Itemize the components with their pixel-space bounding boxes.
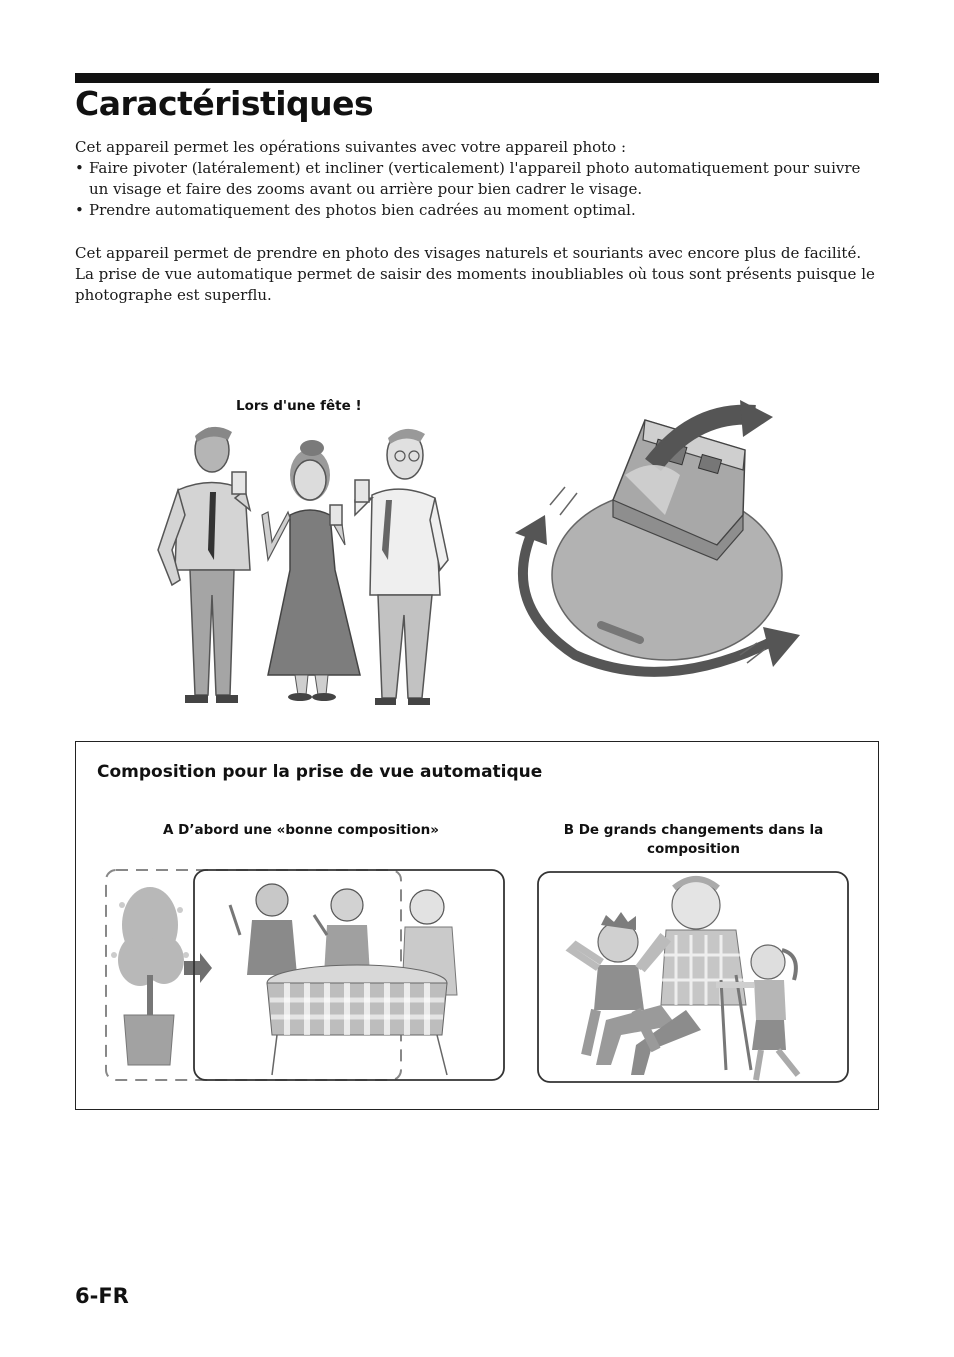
composition-title: Composition pour la prise de vue automatique [97, 762, 543, 782]
header-rule [75, 73, 879, 83]
description-block [75, 243, 879, 306]
page-number: 6-FR [75, 1284, 129, 1308]
intro-block [75, 137, 879, 221]
feature-list [75, 158, 879, 221]
man-right-figure [355, 429, 448, 705]
arrow-right-icon [184, 953, 212, 983]
man-left-figure [158, 427, 250, 703]
description-line-1: Cet appareil permet de prendre en photo des visages naturels et souriants avec encore plus de facilité. [75, 244, 862, 262]
party-people-illustration [150, 420, 450, 710]
potted-tree-icon [111, 887, 189, 1065]
feature-item-auto-shoot: • Prendre automatiquement des photos bien cadrées au moment optimal. [75, 200, 879, 221]
checkered-table [267, 965, 447, 1075]
description-line-2: La prise de vue automatique permet de saisir des moments inoubliables où tous sont présents puisque le photographe est superflu. [75, 265, 875, 304]
composition-box [75, 741, 879, 1110]
caption-big-changes: B De grands changements dans la composition [563, 822, 824, 857]
intro-text: Cet appareil permet les opérations suivantes avec votre appareil photo : [75, 138, 627, 156]
feature-item-pan-tilt: • Faire pivoter (latéralement) et incliner (verticalement) l'appareil photo automatiquement pour suivre un visage et faire des zooms avant ou arrière pour bien cadrer le visage. [75, 158, 879, 200]
woman-middle-figure [262, 440, 360, 701]
big-changes-illustration [536, 870, 851, 1085]
good-composition-illustration [102, 865, 507, 1085]
camera-rotation-illustration [505, 395, 805, 685]
party-label: Lors d'une fête ! [236, 398, 362, 414]
caption-good-composition: A D’abord une «bonne composition» [163, 822, 439, 838]
page-title: Caractéristiques [75, 84, 374, 123]
